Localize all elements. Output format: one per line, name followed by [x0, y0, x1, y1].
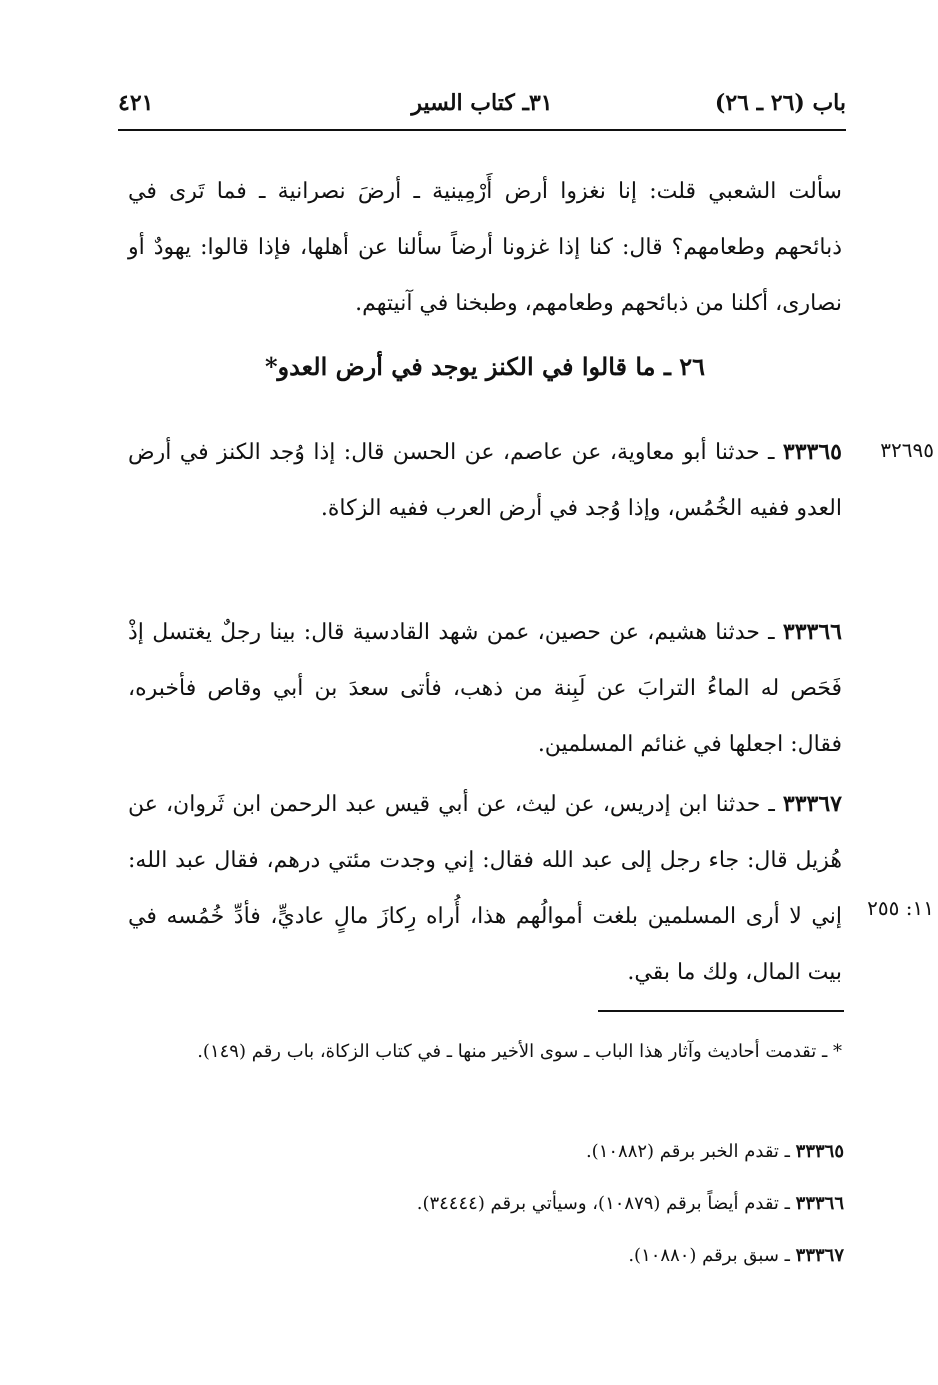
footnote-rule — [598, 1010, 844, 1012]
footnote-number: ٣٣٣٦٦ — [795, 1193, 844, 1214]
book-title: ٣١ـ كتاب السير — [411, 90, 553, 116]
margin-reference: ١١: ٢٥٥ — [867, 896, 934, 920]
footnote-text: ـ سبق برقم (١٠٨٨٠). — [628, 1245, 796, 1266]
hadith-number: ٣٣٣٦٥ — [782, 439, 842, 465]
hadith-entry — [128, 424, 842, 537]
margin-reference: ٣٢٦٩٥ — [880, 438, 934, 462]
footnote-number: ٣٣٣٦٥ — [795, 1141, 844, 1162]
hadith-text: ـ حدثنا ابن إدريس، عن ليث، عن أبي قيس عبد الرحمن ابن ثَروان، عن هُزيل قال: جاء رجل إلى عبد الله فقال: إني وجدت مئتي درهم، فقال عبد الله: إني لا أرى المسلمين بلغت أموالُهم هذا، أُراه رِكازَ مالٍ عاديٍّ، فأدِّ خُمُسه في بيت المال، ولك ما بقي. — [128, 792, 842, 985]
footnote-text: ـ تقدم أيضاً برقم (١٠٨٧٩)، وسيأتي برقم (٣٤٤٤٤). — [416, 1193, 796, 1214]
intro-paragraph: سألت الشعبي قلت: إنا نغزوا أرض أَرْمِينية ـ أرضَ نصرانية ـ فما تَرى في ذبائحهم وطعامهم؟ قال: كنا إذا غزونا أرضاً سألنا عن أهلها، فإذا قالوا: يهودٌ أو نصارى، أكلنا من ذبائحهم وطعامهم، وطبخنا في آنيتهم. — [128, 179, 842, 316]
hadith-number: ٣٣٣٦٧ — [782, 791, 842, 817]
footnote-star: * ـ تقدمت أحاديث وآثار هذا الباب ـ سوى الأخير منها ـ في كتاب الزكاة، باب رقم (١٤٩). — [197, 1041, 842, 1062]
hadith-text: ـ حدثنا هشيم، عن حصين، عمن شهد القادسية قال: بينا رجلٌ يغتسل إذْ فَحَص له الماءُ الترابَ عن لَبِنة من ذهب، فأتى سعدَ بن أبي وقاص فأخبره، فقال: اجعلها في غنائم المسلمين. — [128, 620, 842, 757]
running-header — [118, 90, 846, 130]
footnote-line — [417, 1182, 844, 1226]
footnote-number: ٣٣٣٦٧ — [795, 1245, 844, 1266]
chapter-range: باب (٢٦ ـ ٢٦) — [714, 90, 846, 116]
hadith-entry — [128, 776, 842, 1001]
chapter-heading: ٢٦ ـ ما قالوا في الكنز يوجد في أرض العدو* — [264, 352, 706, 381]
footnote-line — [628, 1234, 844, 1278]
hadith-number: ٣٣٣٦٦ — [782, 619, 842, 645]
hadith-text: ـ حدثنا أبو معاوية، عن عاصم، عن الحسن قال: إذا وُجد الكنز في أرض العدو ففيه الخُمُس، وإذا وُجد في أرض العرب ففيه الزكاة. — [128, 440, 842, 521]
footnote-text: ـ تقدم الخبر برقم (١٠٨٨٢). — [585, 1141, 796, 1162]
header-rule — [118, 129, 846, 131]
page-number: ٤٢١ — [118, 90, 154, 116]
hadith-entry — [128, 604, 842, 773]
footnote-line — [586, 1130, 844, 1174]
